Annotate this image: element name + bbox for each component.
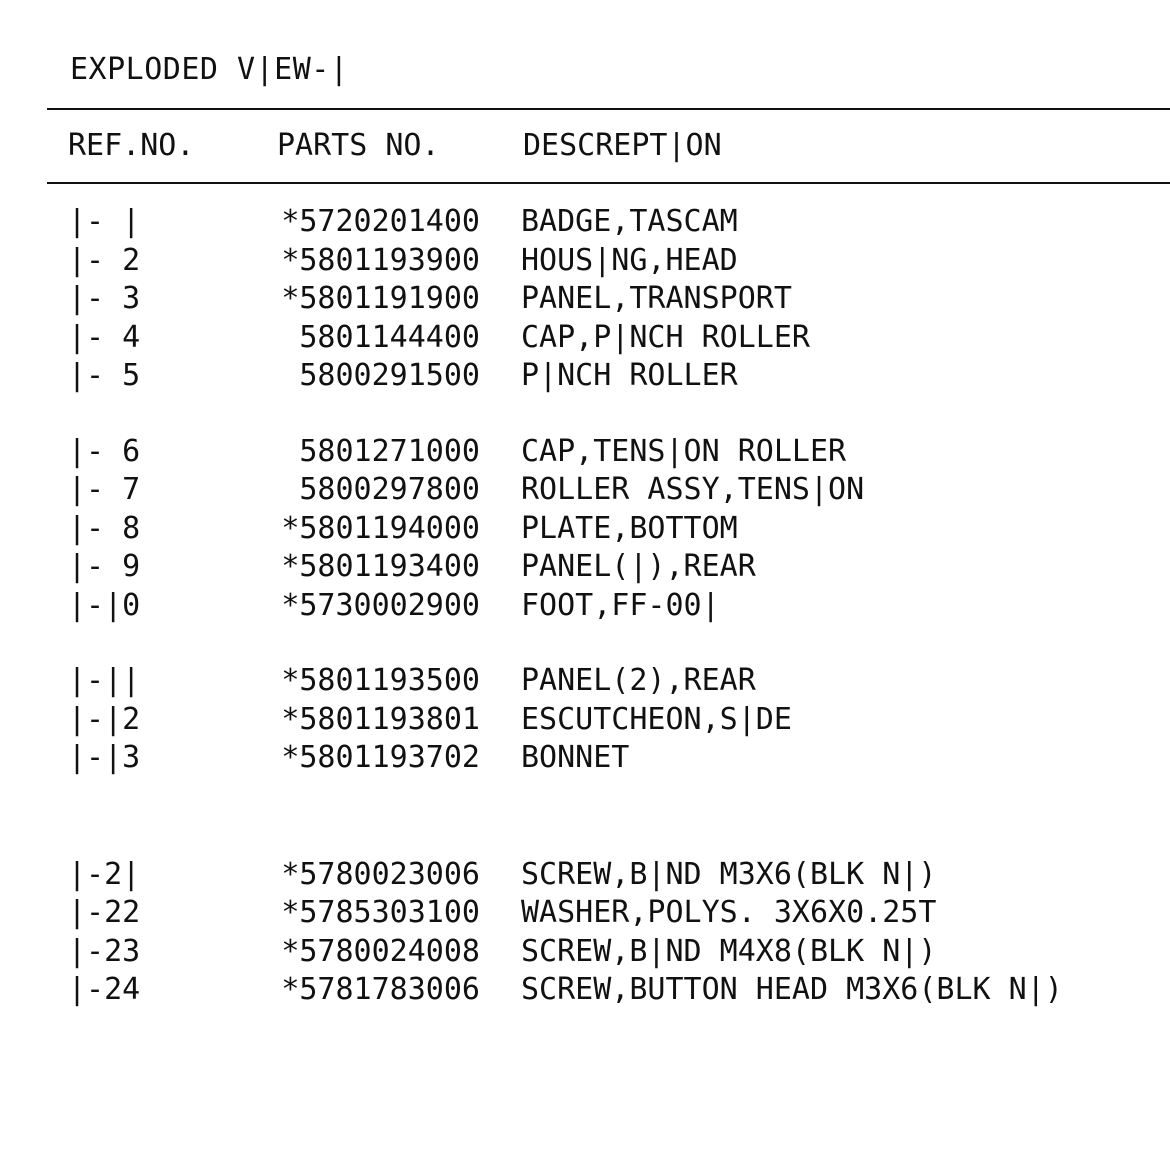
ref-no-cell: |-24 (68, 972, 141, 1007)
description-cell: SCREW,B|ND M3X6(BLK N|) (521, 856, 937, 892)
table-row (0, 357, 1170, 396)
parts-no-cell: *5801191900 (281, 281, 480, 316)
table-row (0, 319, 1170, 358)
table-row (0, 933, 1170, 972)
description-cell: BONNET (521, 740, 630, 775)
description-cell: PANEL(|),REAR (521, 549, 756, 584)
ref-no-cell: |- 4 (68, 319, 141, 355)
table-row (0, 856, 1170, 895)
parts-no-cell: *5801194000 (281, 510, 480, 546)
description-cell: ROLLER ASSY,TENS|ON (521, 472, 865, 507)
table-row (0, 662, 1170, 701)
ref-no-cell: |- 5 (68, 358, 141, 393)
table-row (0, 280, 1170, 319)
table-row (0, 971, 1170, 1010)
parts-no-cell: 5801271000 (299, 433, 480, 469)
description-cell: PANEL(2),REAR (521, 663, 756, 698)
column-header-description: DESCREPT|ON (523, 128, 722, 163)
table-row (0, 587, 1170, 626)
parts-no-cell: *5785303100 (281, 895, 480, 930)
parts-no-cell: *5780023006 (281, 856, 480, 892)
table-row (0, 548, 1170, 587)
ref-no-cell: |-23 (68, 933, 141, 969)
column-header-ref-no: REF.NO. (68, 128, 195, 163)
ref-no-cell: |- 2 (68, 242, 141, 278)
table-row (0, 894, 1170, 933)
description-cell: CAP,P|NCH ROLLER (521, 319, 810, 355)
row-group (0, 856, 1170, 1010)
ref-no-cell: |- 3 (68, 281, 141, 316)
row-group (0, 203, 1170, 396)
description-cell: BADGE,TASCAM (521, 204, 738, 239)
ref-no-cell: |- 6 (68, 433, 141, 469)
header-bottom-rule (47, 182, 1170, 184)
parts-no-cell: *5781783006 (281, 972, 480, 1007)
parts-table (0, 203, 1170, 1010)
parts-no-cell: *5801193500 (281, 663, 480, 698)
description-cell: CAP,TENS|ON ROLLER (521, 433, 847, 469)
ref-no-cell: |-|0 (68, 587, 141, 623)
column-header-parts-no: PARTS NO. (277, 128, 440, 163)
description-cell: SCREW,BUTTON HEAD M3X6(BLK N|) (521, 972, 1063, 1007)
ref-no-cell: |-2| (68, 856, 141, 892)
ref-no-cell: |- 8 (68, 510, 141, 546)
table-row (0, 510, 1170, 549)
parts-no-cell: *5720201400 (281, 204, 480, 239)
ref-no-cell: |-|| (68, 663, 141, 698)
parts-no-cell: *5801193400 (281, 549, 480, 584)
table-row (0, 242, 1170, 281)
description-cell: WASHER,POLYS. 3X6X0.25T (521, 895, 937, 930)
description-cell: SCREW,B|ND M4X8(BLK N|) (521, 933, 937, 969)
group-spacer (0, 396, 1170, 433)
ref-no-cell: |-|2 (68, 701, 141, 737)
ref-no-cell: |-|3 (68, 740, 141, 775)
description-cell: PLATE,BOTTOM (521, 510, 738, 546)
table-row (0, 471, 1170, 510)
page-title: EXPLODED V|EW-| (70, 52, 349, 87)
parts-no-cell: *5730002900 (281, 587, 480, 623)
parts-no-cell: *5801193900 (281, 242, 480, 278)
description-cell: FOOT,FF-00| (521, 587, 720, 623)
ref-no-cell: |- 9 (68, 549, 141, 584)
row-group (0, 662, 1170, 778)
row-group (0, 433, 1170, 626)
parts-no-cell: 5801144400 (299, 319, 480, 355)
description-cell: ESCUTCHEON,S|DE (521, 701, 792, 737)
parts-no-cell: *5780024008 (281, 933, 480, 969)
table-row (0, 203, 1170, 242)
table-row (0, 433, 1170, 472)
header-top-rule (47, 108, 1170, 110)
description-cell: HOUS|NG,HEAD (521, 242, 738, 278)
table-row (0, 739, 1170, 778)
ref-no-cell: |-22 (68, 895, 141, 930)
table-row (0, 701, 1170, 740)
group-spacer (0, 778, 1170, 856)
parts-no-cell: 5800291500 (299, 358, 480, 393)
description-cell: PANEL,TRANSPORT (521, 281, 792, 316)
parts-no-cell: *5801193801 (281, 701, 480, 737)
ref-no-cell: |- 7 (68, 472, 141, 507)
parts-no-cell: *5801193702 (281, 740, 480, 775)
parts-no-cell: 5800297800 (299, 472, 480, 507)
ref-no-cell: |- | (68, 204, 141, 239)
group-spacer (0, 625, 1170, 662)
description-cell: P|NCH ROLLER (521, 358, 738, 393)
